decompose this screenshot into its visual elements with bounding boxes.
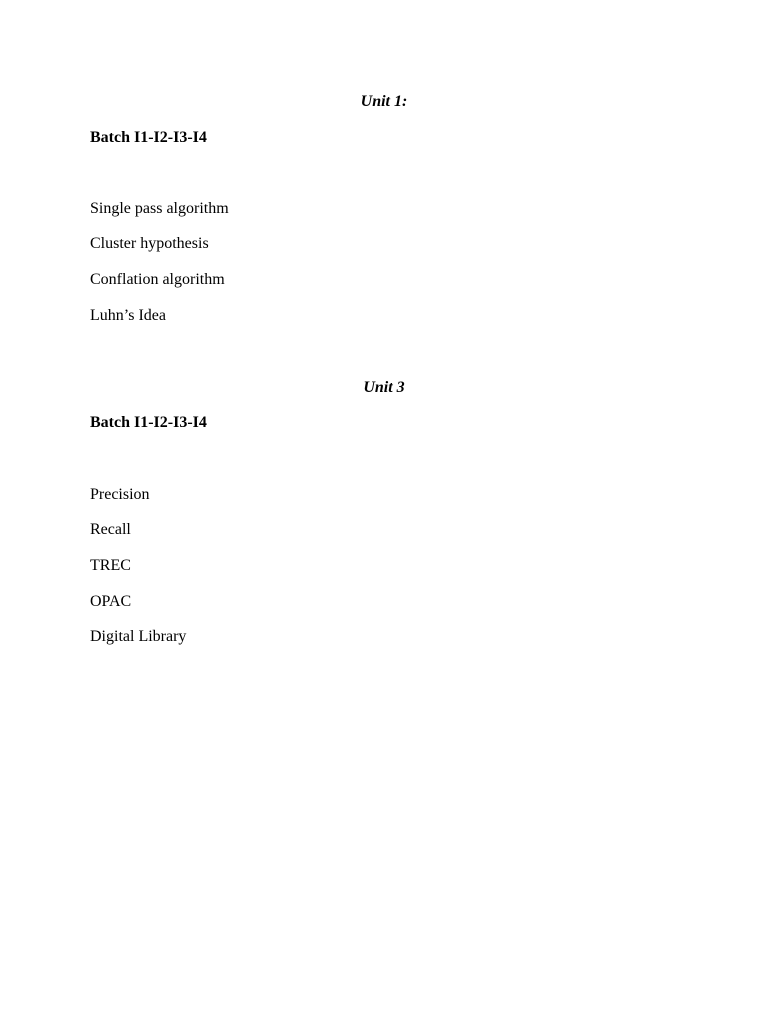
unit-1-heading: Unit 1: xyxy=(360,93,408,110)
unit-1-topic: Conflation algorithm xyxy=(90,271,225,288)
unit-3-topic: Recall xyxy=(90,521,131,538)
unit-3-topic: TREC xyxy=(90,557,131,574)
unit-3-heading: Unit 3 xyxy=(363,379,405,396)
unit-3-topic: OPAC xyxy=(90,593,132,610)
unit-1-batch-label: Batch I1-I2-I3-I4 xyxy=(90,129,207,146)
unit-1-topic: Cluster hypothesis xyxy=(90,235,209,252)
unit-3-batch-label: Batch I1-I2-I3-I4 xyxy=(90,414,207,431)
unit-3-topic: Precision xyxy=(90,486,150,503)
unit-1-topic: Single pass algorithm xyxy=(90,200,229,217)
unit-1-topic: Luhn’s Idea xyxy=(90,307,166,324)
unit-3-topic: Digital Library xyxy=(90,628,187,645)
